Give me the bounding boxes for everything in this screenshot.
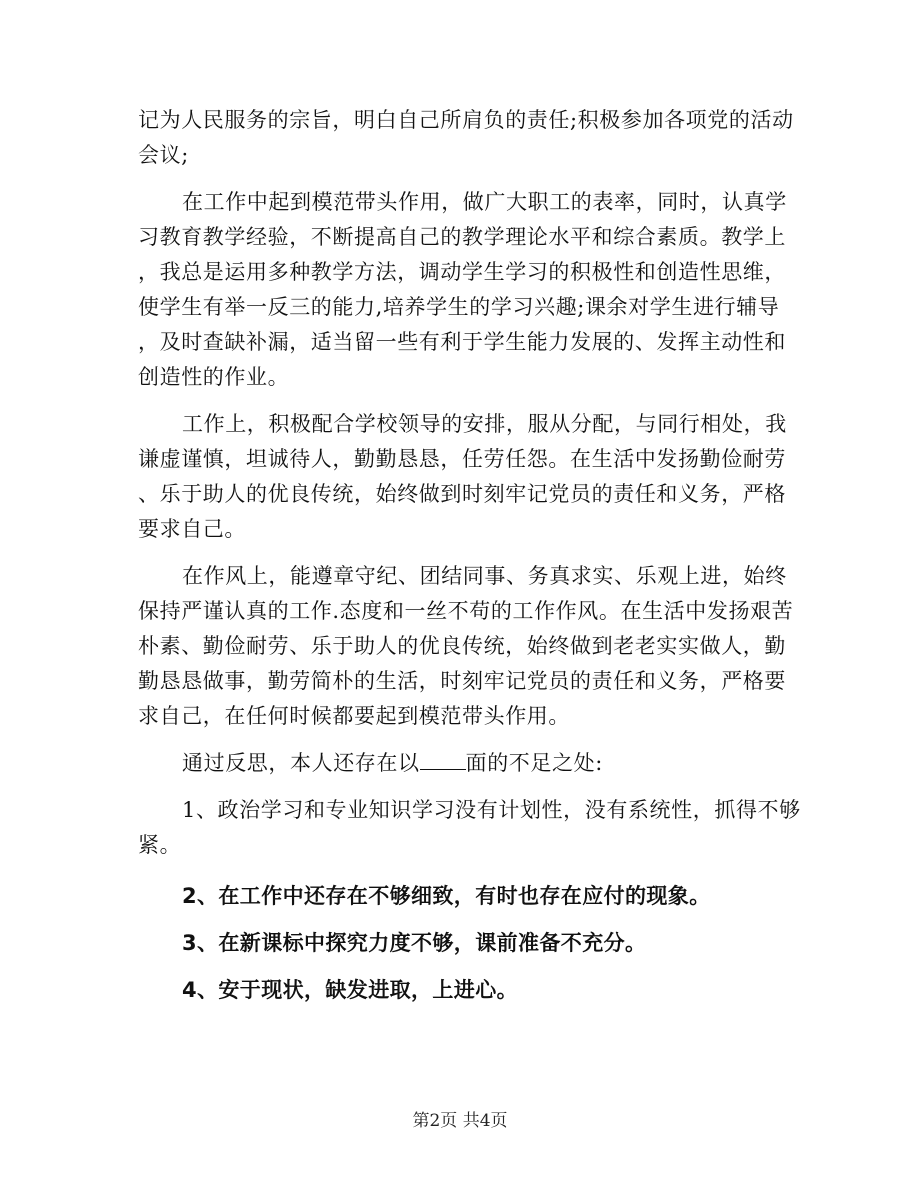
reflection-text-before: 通过反思，本人还存在以 (182, 751, 420, 775)
paragraph-reflection (138, 746, 788, 781)
text-line: 3、在新课标中探究力度不够，课前准备不充分。 (182, 931, 647, 955)
reflection-text-after: 面的不足之处: (465, 751, 603, 775)
text-line: 勤恳恳做事，勤劳简朴的生活，时刻牢记党员的责任和义务，严格要 (138, 669, 786, 693)
text-line: 2、在工作中还存在不够细致，有时也存在应付的现象。 (182, 884, 711, 908)
text-line: 求自己，在任何时候都要起到模范带头作用。 (138, 704, 570, 728)
text-line: 紧。 (138, 833, 182, 857)
shortcoming-item-3 (138, 926, 788, 961)
paragraph-work (138, 407, 788, 547)
text-line: 记为人民服务的宗旨，明白自己所肩负的责任;积极参加各项党的活动 (138, 108, 794, 132)
text-line: 工作上，积极配合学校领导的安排，服从分配，与同行相处，我 (182, 412, 787, 436)
text-line: ，及时查缺补漏，适当留一些有利于学生能力发展的、发挥主动性和 (138, 330, 786, 354)
text-line: 谦虚谨慎，坦诚待人，勤勤恳恳，任劳任怨。在生活中发扬勤俭耐劳 (138, 447, 786, 471)
paragraph-party-duty (138, 103, 794, 173)
text-line: 保持严谨认真的工作.态度和一丝不苟的工作作风。在生活中发扬艰苦 (138, 599, 794, 623)
text-line: 在工作中起到模范带头作用，做广大职工的表率，同时，认真学 (182, 190, 787, 214)
fill-in-blank (420, 749, 466, 770)
text-line: 要求自己。 (138, 517, 246, 541)
text-line: 习教育教学经验，不断提高自己的教学理论水平和综合素质。教学上 (138, 225, 786, 249)
document-body (138, 103, 801, 1008)
page-number-footer: 第2页 共4页 (412, 1111, 508, 1131)
shortcoming-item-4 (138, 973, 788, 1008)
shortcoming-item-1 (138, 793, 801, 863)
paragraph-teaching (138, 185, 788, 395)
text-line (138, 746, 788, 781)
text-line: 会议; (138, 143, 189, 167)
shortcoming-item-2 (138, 879, 788, 914)
text-line: 1、政治学习和专业知识学习没有计划性，没有系统性，抓得不够 (182, 798, 801, 822)
paragraph-style (138, 559, 794, 734)
text-line: 使学生有举一反三的能力,培养学生的学习兴趣;课余对学生进行辅导 (138, 295, 780, 319)
text-line: 创造性的作业。 (138, 365, 290, 389)
text-line: ，我总是运用多种教学方法，调动学生学习的积极性和创造性思维， (138, 260, 786, 284)
text-line: 、乐于助人的优良传统，始终做到时刻牢记党员的责任和义务，严格 (138, 482, 786, 506)
text-line: 4、安于现状，缺发进取，上进心。 (182, 978, 519, 1002)
text-line: 朴素、勤俭耐劳、乐于助人的优良传统，始终做到老老实实做人，勤 (138, 634, 786, 658)
text-line: 在作风上，能遵章守纪、团结同事、务真求实、乐观上进，始终 (182, 564, 787, 588)
